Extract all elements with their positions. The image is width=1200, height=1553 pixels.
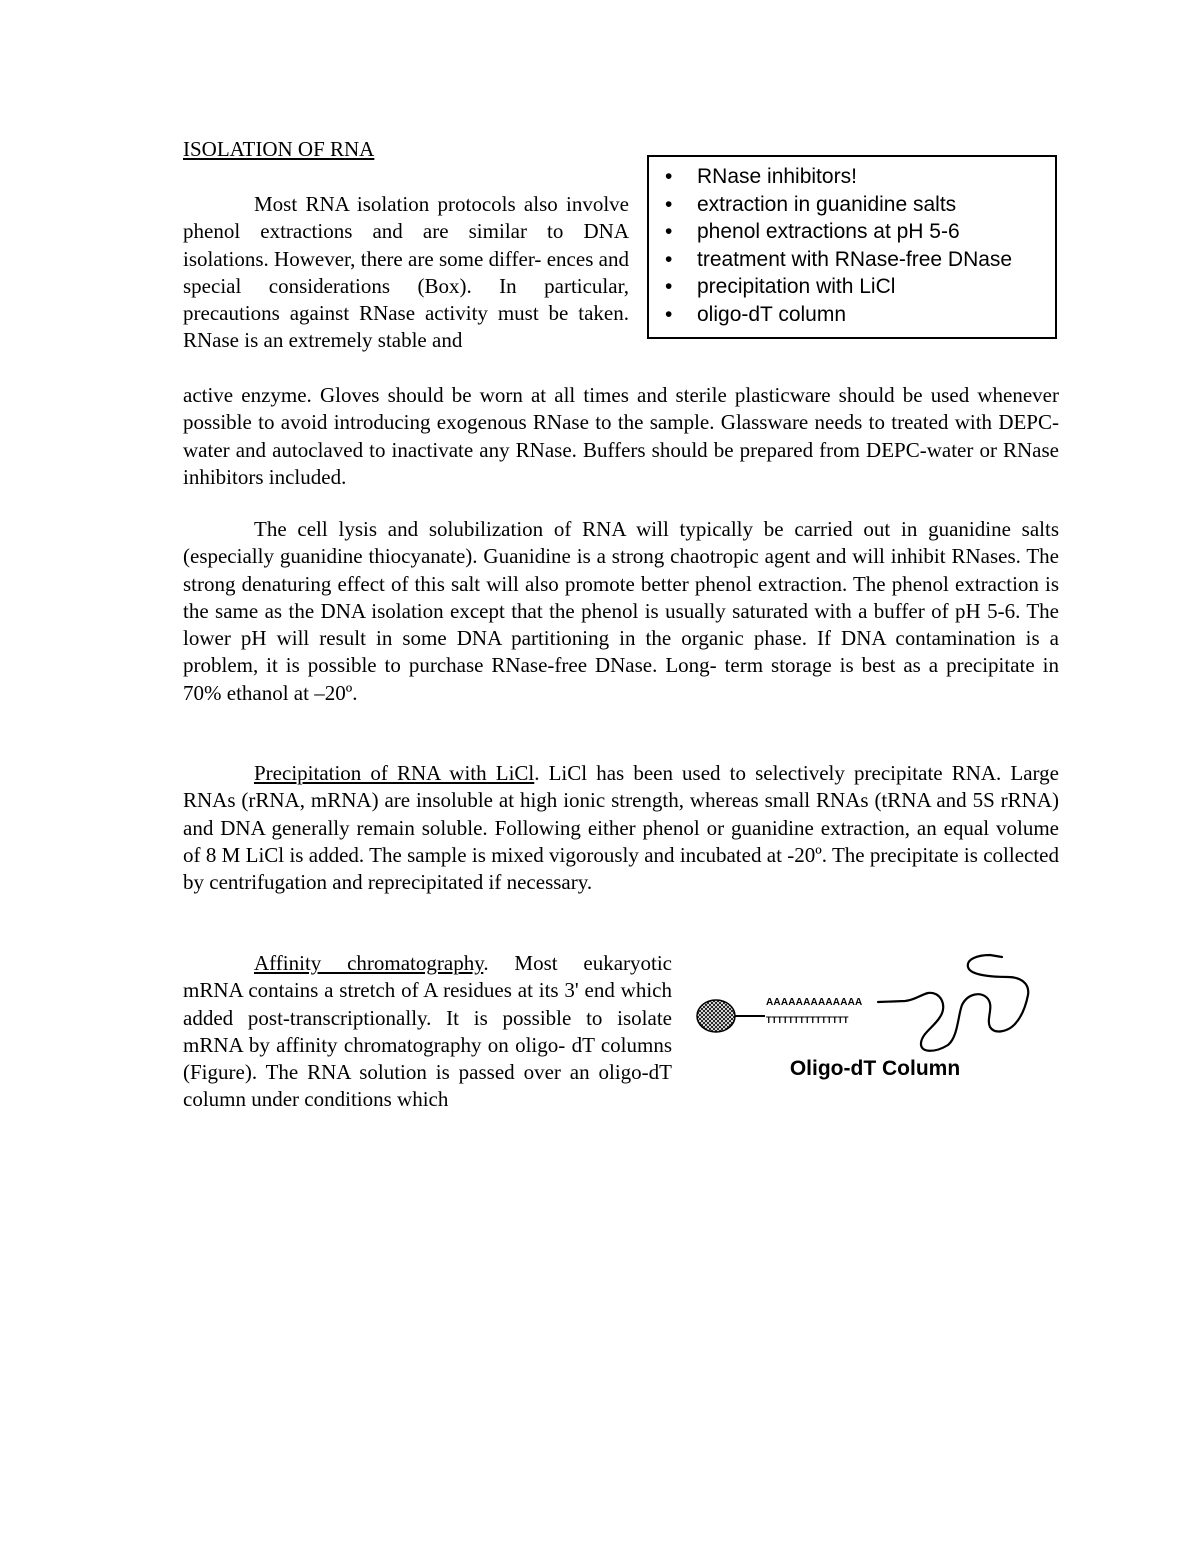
bullet-icon: • — [665, 302, 673, 326]
bullet-icon: • — [665, 165, 673, 188]
paragraph-guanidine: The cell lysis and solubilization of RNA will typically be carried out in guanidine salts (especially guanidine thiocyanate). Guanidine is a strong chaotropic agent and will inhibit RNases. The strong denaturing effect of this salt will also promote better phenol extraction. The phenol extraction is the same as the DNA isolation except that the phenol is usually saturated with a buffer of pH 5-6. The lower pH will result in some DNA partitioning in the organic phase. If DNA contamination is a problem, it is possible to purchase RNase-free DNase. Long- term storage is best as a precipitate in 70% ethanol at –20º. — [183, 517, 1059, 705]
bead-icon — [697, 1000, 735, 1032]
poly-a-strand: AAAAAAAAAAAAA — [766, 997, 863, 1008]
paragraph-licl — [183, 760, 1059, 896]
figure-caption: Oligo-dT Column — [789, 1057, 961, 1080]
bullet-icon: • — [665, 247, 673, 271]
list-item: • oligo-dT column — [649, 301, 1055, 329]
list-item: • RNase inhibitors! — [649, 163, 1055, 191]
list-item: • precipitation with LiCl — [649, 273, 1055, 301]
considerations-box — [647, 155, 1057, 339]
paragraph-intro-rest: active enzyme. Gloves should be worn at all times and sterile plasticware should be used whenever possible to avoid introducing exogenous RNase to the sample. Glassware needs to treated with DEPC-water and autoclaved to inactivate any RNase. Buffers should be prepared from DEPC-water or RNase inhibitors included. — [183, 383, 1059, 489]
page-title: ISOLATION OF RNA — [183, 137, 375, 161]
list-item: • phenol extractions at pH 5-6 — [649, 218, 1055, 246]
list-item: • treatment with RNase-free DNase — [649, 246, 1055, 274]
bullet-icon: • — [665, 220, 673, 243]
mrna-strand — [878, 955, 1028, 1051]
paragraph-affinity — [183, 950, 672, 1114]
paragraph-licl-body: . LiCl has been used to selectively precipitate RNA. Large RNAs (rRNA, mRNA) are insoluble at high ionic strength, whereas small RNAs (tRNA and 5S rRNA) and DNA generally remain soluble. Following either phenol or guanidine extraction, an equal volume of 8 M LiCl is added. The sample is mixed vigorously and incubated at -20º. The precipitate is collected by centrifugation and reprecipitated if necessary. — [183, 761, 1059, 895]
paragraph-intro-top: Most RNA isolation protocols also involve phenol extractions and are similar to DNA isolations. However, there are some differ- ences and special considerations (Box). In particular, precautions against RNase activity must be taken. RNase is an extremely stable and — [183, 192, 629, 353]
section-heading-affinity: Affinity chromatography — [254, 951, 484, 975]
considerations-list — [649, 157, 1055, 328]
bullet-icon: • — [665, 275, 673, 298]
paragraph-affinity-body: . Most eukaryotic mRNA contains a stretch of A residues at its 3' end which added post-transcriptionally. It is possible to isolate mRNA by affinity chromatography on oligo- dT columns (Figure). The RNA solution is passed over an oligo-dT column under conditions which — [183, 951, 673, 1112]
bullet-icon: • — [665, 192, 673, 216]
oligo-dt-strand: TTTTTTTTTTTTTTT — [766, 1015, 849, 1025]
section-heading-licl: Precipitation of RNA with LiCl — [254, 761, 535, 785]
list-item: • extraction in guanidine salts — [649, 191, 1055, 219]
